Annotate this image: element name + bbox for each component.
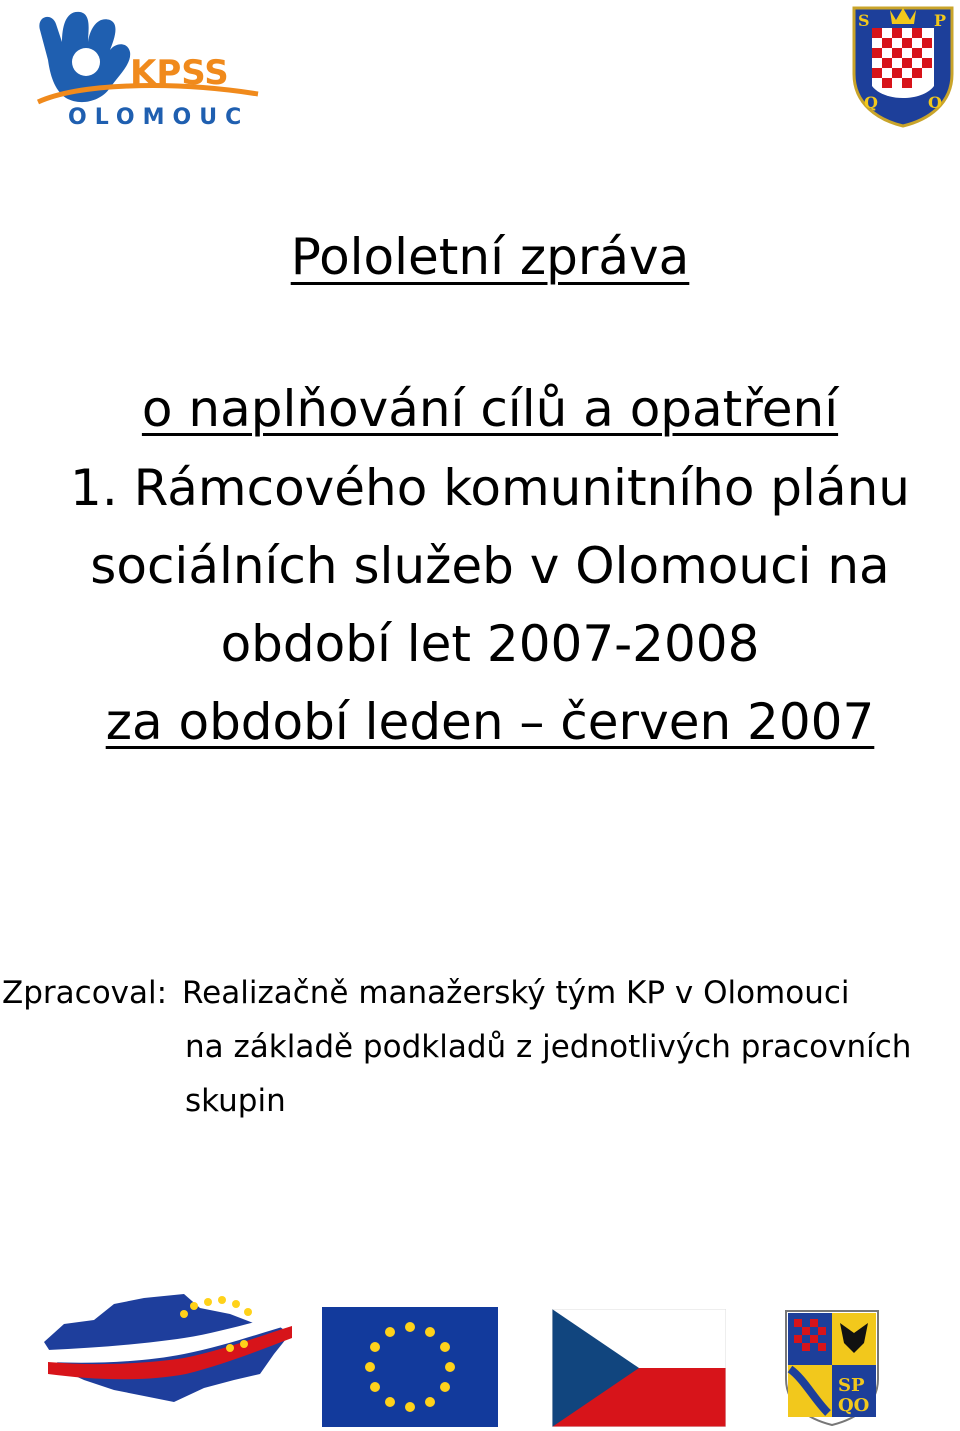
olomouc-crest <box>850 4 956 128</box>
region-crest-text-bottom: QO <box>838 1395 870 1416</box>
region-crest-text-top: SP <box>838 1375 865 1396</box>
credits-line-1: Realizačně manažerský tým KP v Olomouci <box>182 975 850 1011</box>
subtitle-line-5: za období leden – červen 2007 <box>105 693 875 751</box>
subtitle-line-2: 1. Rámcového komunitního plánu <box>70 459 910 517</box>
eu-flag <box>322 1307 498 1427</box>
crest-letter-p: P <box>934 11 947 30</box>
crest-letter-s: S <box>858 11 870 30</box>
document-title: Pololetní zpráva <box>290 228 690 286</box>
credits-label: Zpracoval: <box>2 975 168 1011</box>
crest-letter-o: O <box>928 93 942 112</box>
czech-flag <box>552 1309 726 1427</box>
crest-letter-q: Q <box>864 93 878 112</box>
subtitle-line-4: období let 2007-2008 <box>220 615 760 673</box>
kpss-logo-subtitle: OLOMOUC <box>68 105 250 130</box>
subtitle-line-3: sociálních služeb v Olomouci na <box>90 537 890 595</box>
czech-map-logo <box>34 1284 296 1414</box>
credits-line-2: na základě podkladů z jednotlivých pracovních <box>185 1029 912 1065</box>
olomouc-region-crest <box>784 1309 880 1427</box>
eagle-checkered-icon <box>872 28 934 98</box>
credits-line-3: skupin <box>185 1083 286 1119</box>
kpss-logo-text: KPSS <box>130 53 229 93</box>
subtitle-line-1: o naplňování cílů a opatření <box>141 380 839 438</box>
kpss-logo <box>18 2 268 130</box>
